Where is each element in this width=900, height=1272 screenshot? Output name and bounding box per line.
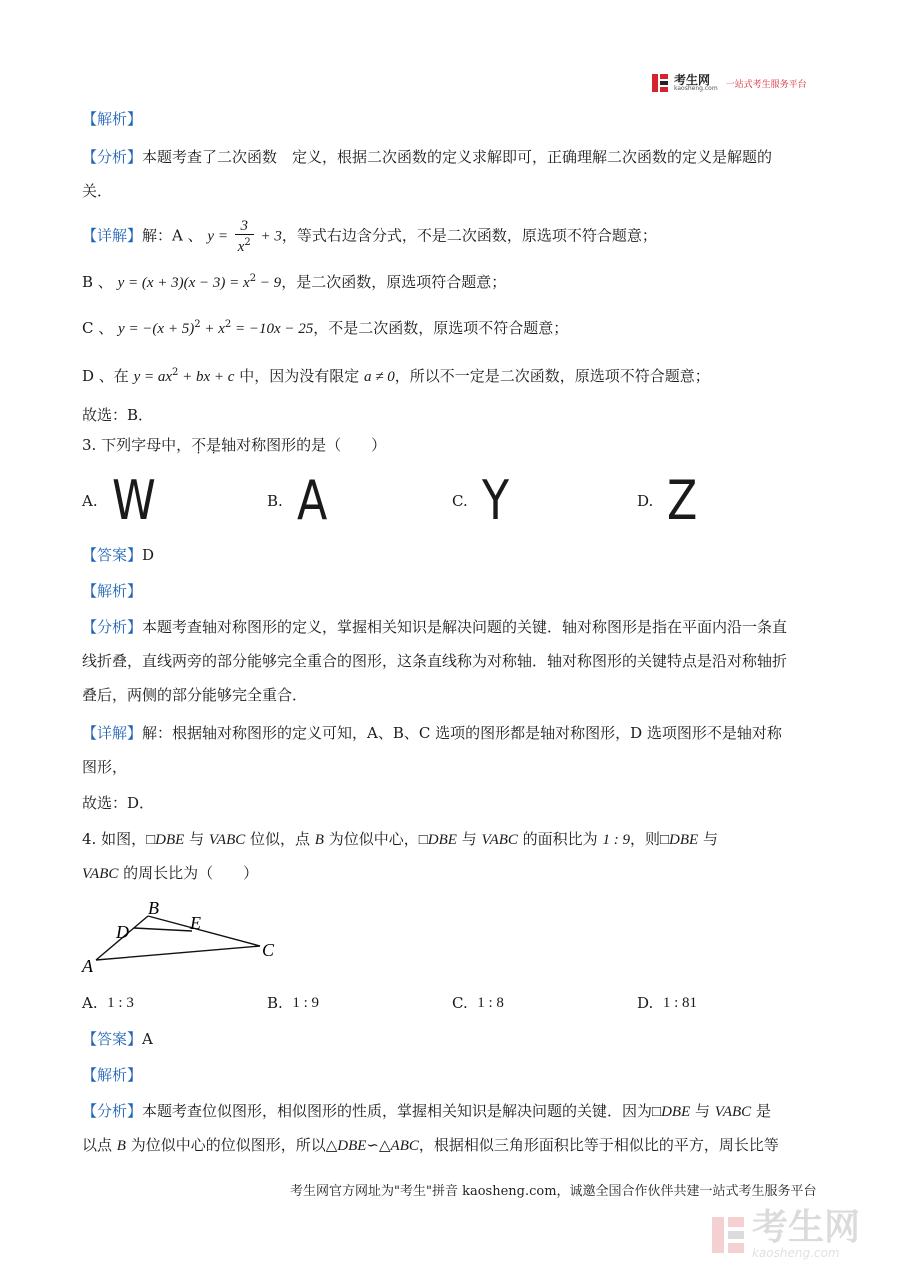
label-c: C	[262, 940, 275, 960]
q4-options	[82, 994, 822, 1012]
label-a: A	[82, 956, 93, 976]
watermark-logo-icon	[712, 1217, 744, 1253]
q3-stem: 3. 下列字母中，不是轴对称图形的是（ ）	[82, 436, 387, 454]
q4-stem-line2: VABC 的周长比为（ ）	[82, 864, 259, 882]
q3-choice: 故选：D．	[82, 794, 155, 812]
logo-slogan: 一站式考生服务平台	[725, 79, 807, 90]
watermark-domain: kaosheng.com	[752, 1246, 840, 1260]
q4-option-c: C. 1 : 8	[452, 994, 504, 1012]
footer-text: 考生网官方网址为"考生"拼音 kaosheng.com，诚邀全国合作伙伴共建一站式考生服务平台	[290, 1184, 817, 1199]
q4-option-d: D. 1 : 81	[637, 994, 697, 1012]
q3-analysis-heading: 【解析】	[82, 582, 143, 600]
q2-detail-optB: B 、 $y = (x + 3)(x - 3) = x^2 - 9$，是二次函数，原选项符合题意；	[82, 273, 507, 291]
q4-answer: 【答案】A	[82, 1030, 153, 1048]
label-d: D	[116, 922, 129, 942]
q4-triangle-figure	[80, 896, 290, 976]
logo-name: 考生网	[674, 73, 711, 87]
label-b: B	[148, 898, 159, 918]
q3-answer: 【答案】D	[82, 546, 155, 564]
q3-detail-line2: 图形，	[82, 758, 128, 776]
header-logo	[652, 74, 807, 92]
label-e: E	[190, 913, 201, 933]
segment-ac	[96, 946, 260, 960]
segment-de	[134, 928, 192, 931]
q3-option-b: B. A	[267, 469, 328, 532]
q4-stem-line1: 4. 如图，□DBE 与 VABC 位似，点 B 为位似中心，□DBE 与 VABC 的面积比为 1 : 9，则□DBE 与	[82, 830, 718, 848]
letter-w: W	[111, 469, 156, 532]
letter-z: Z	[667, 469, 698, 532]
q2-fenxi-line2: 关．	[82, 182, 113, 200]
letter-a: A	[296, 469, 328, 532]
q3-fenxi-line2: 线折叠，直线两旁的部分能够完全重合的图形，这条直线称为对称轴．轴对称图形的关键特点是沿对称轴折	[82, 652, 788, 670]
logo-domain: kaosheng.com	[674, 85, 718, 92]
q3-option-c: C. Y	[452, 469, 509, 532]
q3-fenxi-line1: 【分析】本题考查轴对称图形的定义，掌握相关知识是解决问题的关键．轴对称图形是指在平面内沿一条直	[82, 618, 788, 636]
q3-options	[82, 469, 822, 532]
q4-fenxi-line2: 以点 B 为位似中心的位似图形，所以△DBE∽△ABC，根据相似三角形面积比等于相似比的平方，周长比等	[82, 1136, 779, 1154]
q2-detail-optD: D 、在 $y = ax^2$ + bx + c 中，因为没有限定 a ≠ 0，所以不一定是二次函数，原选项不符合题意；	[82, 367, 710, 385]
q4-analysis-heading: 【解析】	[82, 1066, 143, 1084]
q2-choice: 故选：B．	[82, 406, 154, 424]
letter-y: Y	[481, 469, 509, 532]
q2-analysis-heading: 【解析】	[82, 110, 143, 128]
q2-detail-optA: 【详解】解：A 、 y = $\frac{3}{x^2}$ + 3，等式右边含分式，不是二次函数，原选项不符合题意；	[82, 218, 657, 255]
q3-detail-line1: 【详解】解：根据轴对称图形的定义可知，A、B、C 选项的图形都是轴对称图形，D 选项图形不是轴对称	[82, 724, 782, 742]
q4-option-a: A. 1 : 3	[82, 994, 134, 1012]
q3-fenxi-line3: 叠后，两侧的部分能够完全重合．	[82, 686, 308, 704]
segment-bc	[148, 916, 260, 946]
q2-fenxi-line1: 【分析】本题考查了二次函数 定义，根据二次函数的定义求解即可，正确理解二次函数的定义是解题的	[82, 148, 773, 166]
watermark-name: 考生网	[752, 1207, 861, 1248]
kaosheng-logo-icon	[652, 74, 668, 92]
q4-fenxi-line1: 【分析】本题考查位似图形，相似图形的性质，掌握相关知识是解决问题的关键．因为□DBE 与 VABC 是	[82, 1102, 771, 1120]
q2-detail-optC: C 、 $y = -(x + 5)^2 + x^2 = -10x - 25$，不是二次函数，原选项不符合题意；	[82, 319, 569, 337]
q3-option-a: A. W	[82, 469, 156, 532]
q4-option-b: B. 1 : 9	[267, 994, 320, 1012]
watermark	[712, 1207, 861, 1260]
q3-option-d: D. Z	[637, 469, 698, 532]
fraction-3-over-x2: $\frac{3}{x^2}$	[235, 218, 254, 255]
